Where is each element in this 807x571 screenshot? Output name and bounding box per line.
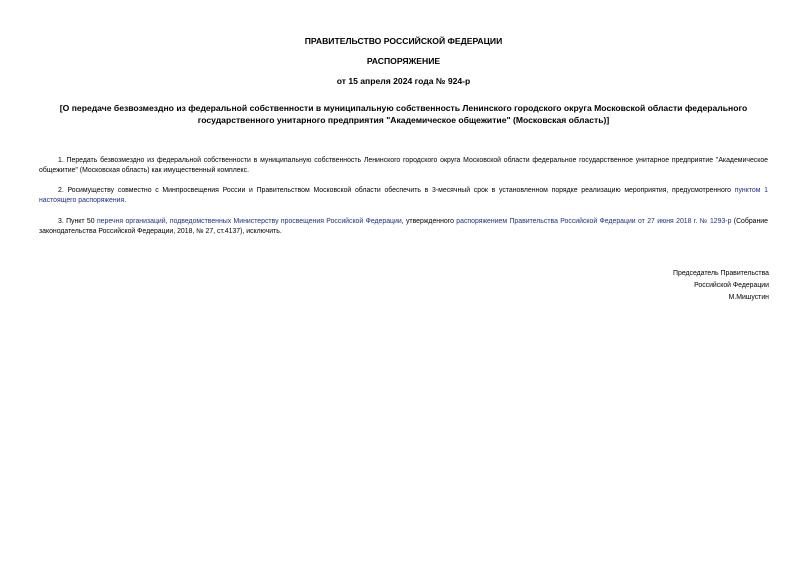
signatory-organization: Российской Федерации [694,282,769,289]
paragraph-1: 1. Передать безвозмездно из федеральной собственности в муниципальную собственность Ленинского городского округа Московской области федеральное государственное унитарное предприятие "Академическое общежитие" (Московская область) как имущественный комплекс. [39,157,768,175]
document-date-number: от 15 апреля 2024 года № 924-р [336,76,471,86]
signatory-name: М.Мишустин [728,294,769,301]
document-title: [О передаче безвозмездно из федеральной собственности в муниципальную собственность Ленинского городского округа Московской области федерального государственного унитарного предприятия "Академическое общежитие" (Московская область)] [59,103,748,125]
signatory-position: Председатель Правительства [673,270,769,277]
issuing-authority: ПРАВИТЕЛЬСТВО РОССИЙСКОЙ ФЕДЕРАЦИИ [304,36,503,46]
link-organizations-list[interactable]: перечня организаций, подведомственных Министерству просвещения Российской Федерации [96,218,402,225]
paragraph-2-end: . [124,197,127,205]
paragraph-3 [39,217,768,237]
paragraph-3-end: (Собрание законодательства Российской Федерации, 2018, № 27, ст.4137), исключить. [39,218,768,236]
document-type: РАСПОРЯЖЕНИЕ [366,56,441,66]
paragraph-3-middle: , утвержденного [401,218,457,225]
paragraph-2-text: 2. Росимуществу совместно с Минпросвещения России и Правительством Московской области обеспечить в 3-месячный срок в установленном порядке реализацию мероприятия, предусмотренного [58,187,735,194]
paragraph-2 [39,186,768,206]
link-point-1[interactable]: пунктом 1 настоящего распоряжения [39,187,768,205]
link-government-order[interactable]: распоряжением Правительства Российской Федерации от 27 июня 2018 г. № 1293-р [456,218,732,225]
paragraph-3-text: 3. Пункт 50 [58,218,97,225]
